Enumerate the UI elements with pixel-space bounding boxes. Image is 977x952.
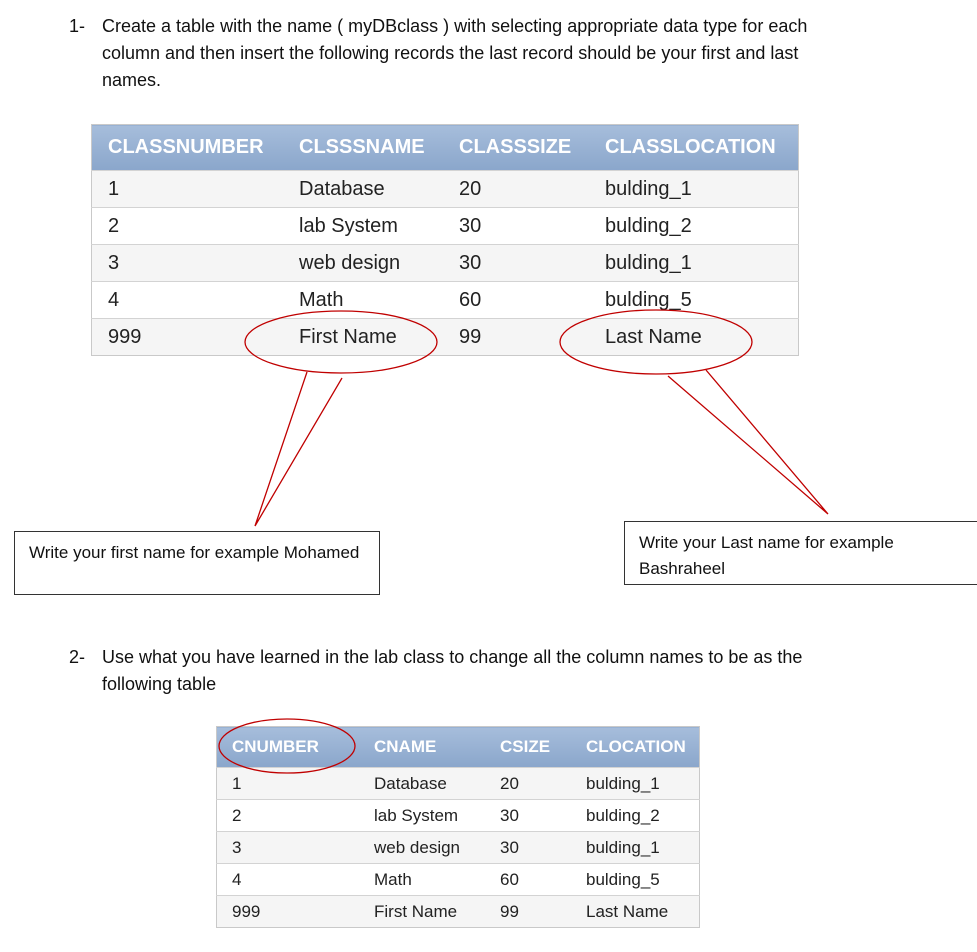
table-2-header: CLOCATION bbox=[571, 727, 700, 768]
table-cell: bulding_5 bbox=[589, 282, 799, 319]
question-1-text: Create a table with the name ( myDBclass ) with selecting appropriate data type for each column and then insert the following records the last record should be your first and last names. bbox=[102, 16, 808, 90]
table-cell: 999 bbox=[92, 319, 284, 356]
table-row bbox=[217, 864, 700, 896]
question-2-text: Use what you have learned in the lab class to change all the column names to be as the following table bbox=[102, 647, 803, 694]
table-cell: 3 bbox=[217, 832, 360, 864]
table-1-header: CLSSSNAME bbox=[283, 125, 443, 171]
table-row bbox=[92, 171, 799, 208]
annotation-pointer-first-name bbox=[255, 372, 342, 526]
table-cell: Math bbox=[283, 282, 443, 319]
question-1 bbox=[69, 13, 862, 94]
table-1-header: CLASSNUMBER bbox=[92, 125, 284, 171]
table-cell: 999 bbox=[217, 896, 360, 928]
annotation-pointer-last-name bbox=[668, 370, 828, 514]
callout-first-name bbox=[14, 531, 380, 595]
table-cell: bulding_2 bbox=[571, 800, 700, 832]
table-row bbox=[92, 245, 799, 282]
table-cell: 30 bbox=[485, 800, 571, 832]
table-cell: 3 bbox=[92, 245, 284, 282]
table-cell: 2 bbox=[92, 208, 284, 245]
table-cell: 2 bbox=[217, 800, 360, 832]
table-cell: web design bbox=[359, 832, 485, 864]
table-cell: bulding_2 bbox=[589, 208, 799, 245]
table-cell: Last Name bbox=[571, 896, 700, 928]
table-1-header: CLASSLOCATION bbox=[589, 125, 799, 171]
table-cell: 1 bbox=[217, 768, 360, 800]
table-cell: Last Name bbox=[589, 319, 799, 356]
callout-first-name-text: Write your first name for example Mohamed bbox=[29, 543, 360, 562]
table-2-header: CNUMBER bbox=[217, 727, 360, 768]
table-cell: 99 bbox=[443, 319, 589, 356]
table-cell: bulding_1 bbox=[589, 171, 799, 208]
table-cell: 1 bbox=[92, 171, 284, 208]
table-cell: lab System bbox=[283, 208, 443, 245]
question-2 bbox=[69, 644, 862, 698]
table-cell: 99 bbox=[485, 896, 571, 928]
table-row bbox=[217, 768, 700, 800]
table-cell: 60 bbox=[485, 864, 571, 896]
table-cell: Math bbox=[359, 864, 485, 896]
table-row bbox=[92, 208, 799, 245]
table-row bbox=[217, 800, 700, 832]
table-cell: Database bbox=[283, 171, 443, 208]
table-cell: 4 bbox=[217, 864, 360, 896]
table-myDBclass bbox=[91, 124, 799, 356]
table-cell: 20 bbox=[485, 768, 571, 800]
question-2-number: 2- bbox=[69, 647, 86, 667]
table-cell: bulding_5 bbox=[571, 864, 700, 896]
table-cell: 30 bbox=[443, 208, 589, 245]
table-row bbox=[92, 282, 799, 319]
table-cell: web design bbox=[283, 245, 443, 282]
table-cell: Database bbox=[359, 768, 485, 800]
table-cell: 60 bbox=[443, 282, 589, 319]
table-row bbox=[217, 832, 700, 864]
table-cell: First Name bbox=[359, 896, 485, 928]
table-cell: 30 bbox=[443, 245, 589, 282]
table-cell: lab System bbox=[359, 800, 485, 832]
table-cell: bulding_1 bbox=[571, 832, 700, 864]
table-2-header: CSIZE bbox=[485, 727, 571, 768]
table-cell: 30 bbox=[485, 832, 571, 864]
callout-last-name-text: Write your Last name for example Bashraheel bbox=[639, 533, 894, 578]
table-renamed-columns bbox=[216, 726, 700, 928]
question-1-number: 1- bbox=[69, 16, 86, 36]
table-2-header: CNAME bbox=[359, 727, 485, 768]
table-cell: 20 bbox=[443, 171, 589, 208]
table-cell: bulding_1 bbox=[571, 768, 700, 800]
table-cell: First Name bbox=[283, 319, 443, 356]
table-2-header-row bbox=[217, 727, 700, 768]
table-cell: bulding_1 bbox=[589, 245, 799, 282]
table-cell: 4 bbox=[92, 282, 284, 319]
table-row bbox=[217, 896, 700, 928]
callout-last-name bbox=[624, 521, 977, 585]
table-1-header-row bbox=[92, 125, 799, 171]
table-1-header: CLASSSIZE bbox=[443, 125, 589, 171]
table-row bbox=[92, 319, 799, 356]
